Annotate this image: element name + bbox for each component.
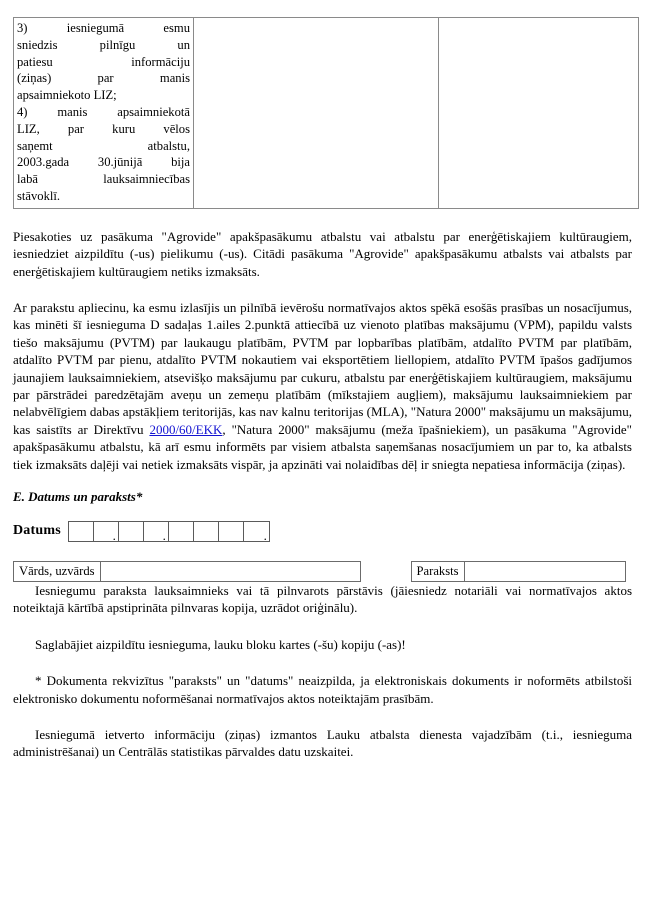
declaration-table — [13, 17, 639, 209]
signature-field-group — [411, 561, 626, 582]
declaration-line: sniedzis pilnīgu un — [17, 37, 190, 52]
spacer — [13, 473, 632, 488]
declaration-line: LIZ, par kuru vēlos — [17, 121, 190, 136]
spacer — [13, 707, 632, 726]
date-box-5[interactable] — [169, 522, 194, 541]
date-box-3[interactable] — [119, 522, 144, 541]
signature-declaration-part2: , "Natura 2000" maksājumu (meža īpašniekiem), un pasākuma "Agrovide" apakšpasākumu atbalstu, kā arī esmu informēts par visiem atbalsta saņemšanas nosacījumiem un par to, ka atbalsts tiek izmaksāts daļēji vai netiek izmaksāts vispār, ja apzināti vai nolaidības dēļ ir sniegta nepatiesa informācija (ziņas). — [13, 421, 632, 472]
directive-2000-60-ekk-link[interactable]: 2000/60/EKK — [149, 421, 223, 437]
declaration-table-body — [14, 18, 639, 209]
date-label: Datums — [13, 523, 61, 539]
declaration-line: patiesu informāciju — [17, 54, 190, 69]
date-box-8[interactable] — [244, 522, 269, 541]
keep-copy-note-paragraph: Saglabājiet aizpildītu iesnieguma, lauku bloku kartes (-šu) kopiju (-as)! — [35, 636, 406, 652]
spacer — [13, 280, 632, 299]
spacer — [13, 617, 632, 636]
spacer — [13, 653, 632, 672]
name-field-group — [13, 561, 361, 582]
declaration-line: 2003.gada 30.jūnijā bija — [17, 155, 190, 170]
date-box-6[interactable] — [194, 522, 219, 541]
electronic-doc-note-paragraph: * Dokumenta rekvizītus "paraksts" un "datums" neaizpilda, ja elektroniskais dokuments ir noformēts atbilstoši elektronisko dokumentu noformēšanai normatīvajos aktos noteiktajām prasībām. — [13, 673, 632, 706]
date-box-1[interactable] — [69, 522, 94, 541]
section-e-heading: E. Datums un paraksts* — [13, 489, 143, 505]
declaration-line: 4) manis apsaimniekotā — [17, 104, 190, 119]
declaration-items-cell — [14, 18, 194, 209]
signature-input[interactable] — [465, 561, 626, 582]
name-field-label: Vārds, uzvārds — [13, 561, 101, 582]
declaration-blank-right-cell[interactable] — [439, 18, 639, 209]
declaration-line: stāvoklī. — [17, 188, 61, 203]
signature-declaration-part1: Ar parakstu apliecinu, ka esmu izlasījis un pilnībā ievērošu normatīvajos aktos spēkā esošās prasības un nosacījumus, kas minēti šī iesnieguma D sadaļas 1.ailes 2.punktā attiecībā uz vienoto platības maksājumu (VPM), papildu valsts tiešo maksājumu (PVTM) par laukaugu platībām, PVTM par lopbarības platībām, atdalīto PVTM par platībām, atdalīto PVTM par pienu, atdalīto PVTM nokautiem vai eksportētiem liellopiem, atdalīto PVTM īpašos gadījumos jaunajiem lauksaimniekiem, atsevišķo maksājumu par cukuru, atbalstu par enerģētiskajiem kultūraugiem, maksājumu par pārstrādei paredzētajām aveņu un zemeņu platībām (mīkstajiem augļiem), maksājumu lauksaimniekiem par nelabvēlīgiem dabas apstākļiem teritorijās, kas nav kalnu teritorijas (MLA), "Natura 2000" maksājumu un maksājumu, kas saistīts ar Direktīvu — [13, 299, 632, 437]
date-box-7[interactable] — [219, 522, 244, 541]
name-input[interactable] — [101, 561, 361, 582]
declaration-items-text — [17, 20, 190, 205]
declaration-line: 3) iesniegumā esmu — [17, 21, 190, 35]
signature-declaration-paragraph — [13, 299, 632, 473]
signed-by-note-paragraph: Iesniegumu paraksta lauksaimnieks vai tā pilnvarots pārstāvis (jāiesniedz notariāli vai normatīvajos aktos noteiktajā kārtībā apstiprināta pilnvaras kopija, uzrādot oriģinālu). — [13, 583, 632, 616]
declaration-line: (ziņas) par manis — [17, 71, 190, 86]
declaration-blank-middle-cell[interactable] — [194, 18, 439, 209]
date-input-boxes[interactable] — [68, 521, 270, 542]
spacer — [13, 505, 632, 520]
document-page — [0, 17, 645, 920]
date-box-4[interactable] — [144, 522, 169, 541]
date-box-2[interactable] — [94, 522, 119, 541]
agrovide-notice-paragraph: Piesakoties uz pasākuma "Agrovide" apakšpasākumu atbalstu vai atbalstu par enerģētiskajiem kultūraugiem, iesniedziet aizpildītu (-us) pielikumu (-us). Citādi pasākuma "Agrovide" apakšpasākumu atbalsts vai atbalsts par enerģētiskajiem kultūraugiem netiks izmaksāts. — [13, 228, 632, 279]
declaration-line: apsaimniekoto LIZ; — [17, 88, 117, 103]
signature-field-label: Paraksts — [411, 561, 465, 582]
date-row — [13, 520, 632, 542]
spacer — [13, 209, 632, 228]
name-signature-row — [13, 561, 632, 582]
data-use-note-paragraph: Iesniegumā ietverto informāciju (ziņas) izmantos Lauku atbalsta dienesta vajadzībām (t.i., iesnieguma administrēšanai) un Centrālās statistikas pārvaldes datu uzskaitei. — [13, 727, 632, 760]
table-row — [14, 18, 639, 209]
spacer — [13, 542, 632, 561]
declaration-line: labā lauksaimniecības — [17, 172, 190, 187]
declaration-line: saņemt atbalstu, — [17, 138, 190, 153]
